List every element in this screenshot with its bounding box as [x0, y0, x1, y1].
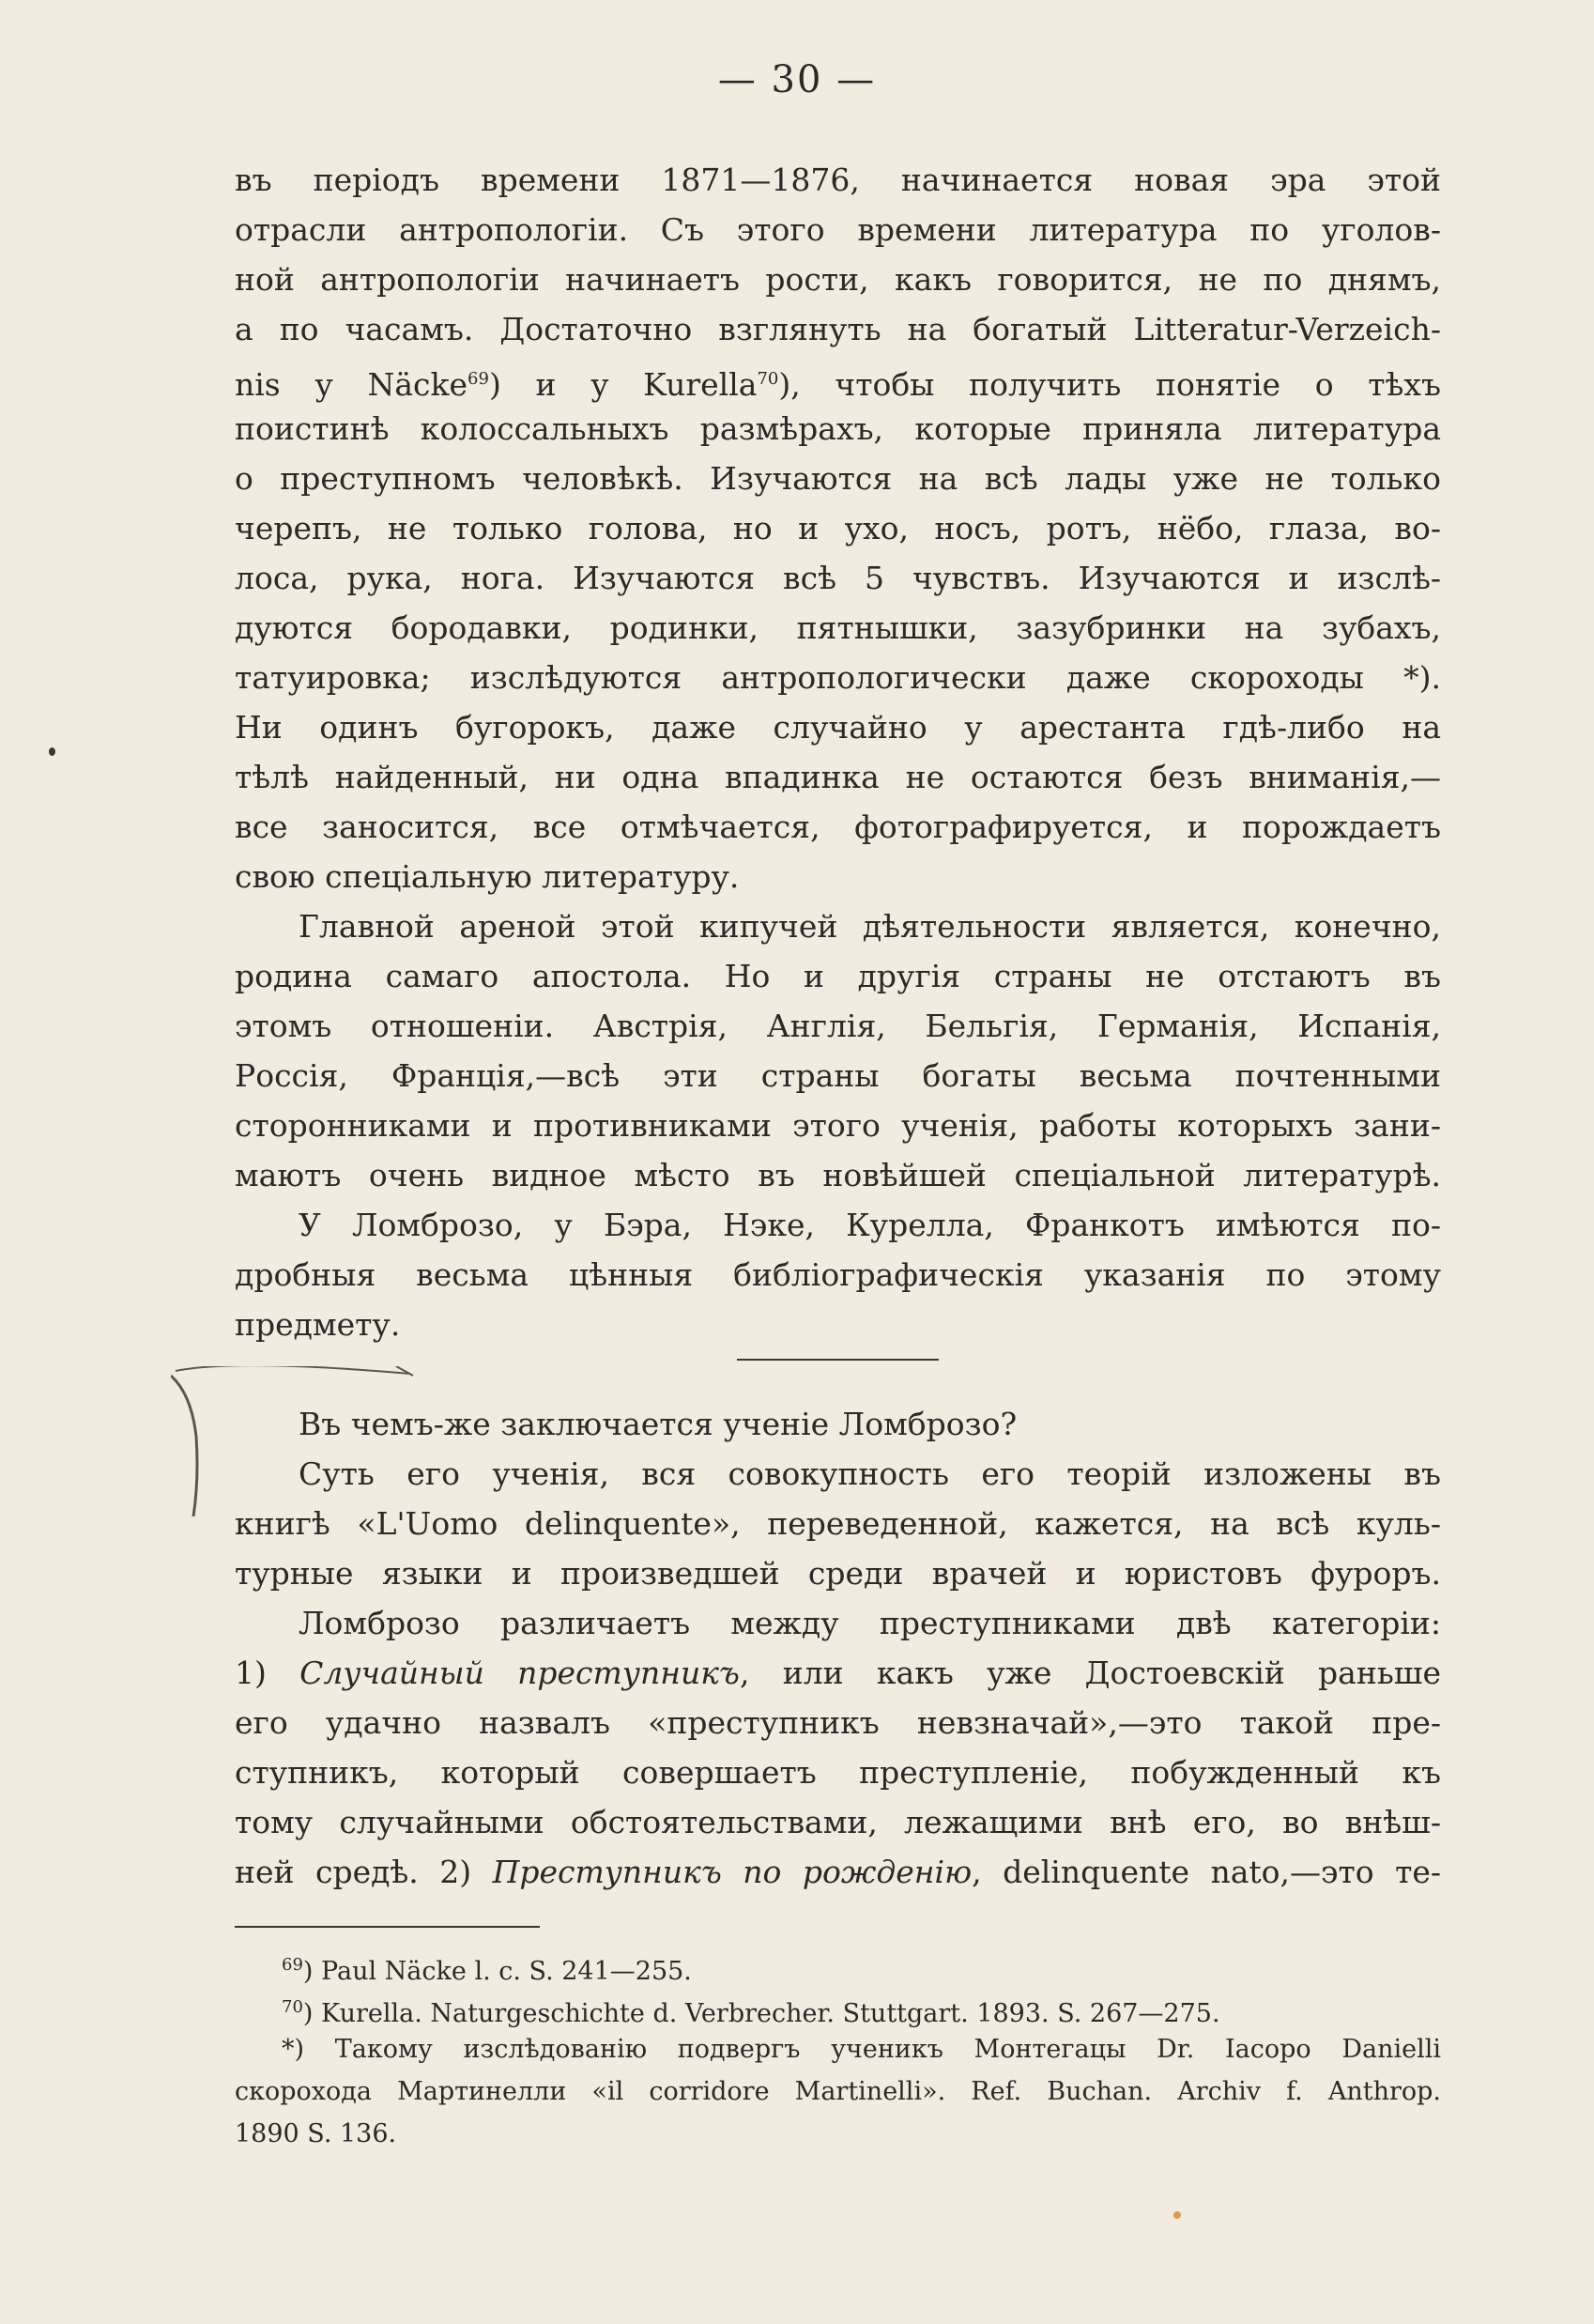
footnote: *) Такому изслѣдованію подвергъ ученикъ Монтегацы Dr. Iacopo Danielli	[282, 2035, 1441, 2064]
footnote-rule	[235, 1926, 540, 1928]
text-run: ), чтобы получить понятіе о тѣхъ	[778, 366, 1441, 403]
text-line: все заносится, все отмѣчается, фотографируется, и порождаетъ	[235, 808, 1441, 845]
text-line: Суть его ученія, вся совокупность его теорій изложены въ	[299, 1455, 1441, 1492]
text-run: ) и у Kurella	[488, 366, 758, 403]
text-line: ступникъ, который совершаетъ преступленіе, побужденный къ	[235, 1754, 1441, 1791]
term-italic: Случайный преступникъ	[299, 1655, 740, 1691]
text-line: сторонниками и противниками этого ученія, работы которыхъ зани-	[235, 1107, 1441, 1144]
text-line: Россія, Франція,—всѣ эти страны богаты весьма почтенными	[235, 1057, 1441, 1094]
text-line	[235, 1648, 1441, 1698]
text-run: nis у Näcke	[235, 366, 468, 403]
text-line: Ни одинъ бугорокъ, даже случайно у арестанта гдѣ-либо на	[235, 709, 1441, 746]
text-line: татуировка; изслѣдуются антропологически даже скороходы *).	[235, 659, 1441, 696]
footnote	[235, 1944, 1441, 1986]
second-text-block	[235, 1399, 1441, 1897]
text-run: , delinquente nato,—это те-	[972, 1854, 1441, 1890]
term-italic: Преступникъ по рожденію	[492, 1854, 973, 1890]
footnotes	[235, 1944, 1441, 2155]
question-line: Въ чемъ-же заключается ученіе Ломброзо?	[299, 1406, 1018, 1442]
text-line: отрасли антропологіи. Съ этого времени литература по уголов-	[235, 211, 1441, 248]
text-line: лоса, рука, нога. Изучаются всѣ 5 чувствъ. Изучаются и изслѣ-	[235, 560, 1441, 596]
text-line: ной антропологіи начинаетъ рости, какъ говорится, не по днямъ,	[235, 261, 1441, 298]
text-line: дробныя весьма цѣнныя библіографическія указанія по этому	[235, 1256, 1441, 1293]
footnote-text: ) Kurella. Naturgeschichte d. Verbrecher. Stuttgart. 1893. S. 267—275.	[302, 1999, 1220, 2028]
text-line: Ломброзо различаетъ между преступниками двѣ категоріи:	[299, 1605, 1441, 1641]
text-line: въ періодъ времени 1871—1876, начинается новая эра этой	[235, 162, 1441, 198]
main-text-block	[235, 155, 1441, 1349]
stain-speck	[1173, 2211, 1181, 2219]
footnote-text: ) Paul Näcke l. c. S. 241—255.	[302, 1957, 692, 1986]
text-line: маютъ очень видное мѣсто въ новѣйшей спеціальной литературѣ.	[235, 1157, 1441, 1193]
footnote-number: 69	[282, 1955, 303, 1975]
ink-speck	[49, 747, 55, 756]
text-line: турные языки и произведшей среди врачей и юристовъ фуроръ.	[235, 1555, 1441, 1592]
text-line	[235, 1847, 1441, 1897]
section-divider	[737, 1359, 939, 1361]
text-line: дуются бородавки, родинки, пятнышки, зазубринки на зубахъ,	[235, 609, 1441, 646]
text-line: тѣлѣ найденный, ни одна впадинка не остаются безъ вниманія,—	[235, 759, 1441, 795]
text-line: черепъ, не только голова, но и ухо, носъ, ротъ, нёбо, глаза, во-	[235, 510, 1441, 546]
footnote-ref: 69	[467, 369, 489, 389]
footnote-continuation: скорохода Мартинелли «il corridore Martinelli». Ref. Buchan. Archiv f. Anthrop.	[235, 2077, 1441, 2106]
text-run: ней средѣ. 2)	[235, 1854, 493, 1890]
text-line: свою спеціальную литературу.	[235, 858, 740, 895]
page-number: — 30 —	[717, 58, 877, 101]
text-line: поистинѣ колоссальныхъ размѣрахъ, которые приняла литература	[235, 410, 1441, 447]
text-line: тому случайными обстоятельствами, лежащими внѣ его, во внѣш-	[235, 1804, 1441, 1840]
text-line: Главной ареной этой кипучей дѣятельности является, конечно,	[299, 908, 1441, 945]
footnote	[235, 1986, 1441, 2028]
text-line: предмету.	[235, 1306, 401, 1343]
text-line: У Ломброзо, у Бэра, Нэке, Курелла, Франкотъ имѣются по-	[299, 1207, 1441, 1243]
text-line: родина самаго апостола. Но и другія страны не отстаютъ въ	[235, 958, 1441, 994]
footnote-number: 70	[282, 1997, 303, 2017]
text-line: книгѣ «L'Uomo delinquente», переведенной, кажется, на всѣ куль-	[235, 1505, 1441, 1542]
text-run: 1)	[235, 1655, 300, 1691]
text-line: его удачно назвалъ «преступникъ невзначай»,—это такой пре-	[235, 1704, 1441, 1741]
text-line	[235, 354, 1441, 404]
footnote-continuation: 1890 S. 136.	[235, 2119, 397, 2148]
text-line: о преступномъ человѣкѣ. Изучаются на всѣ лады уже не только	[235, 460, 1441, 497]
text-line: этомъ отношеніи. Австрія, Англія, Бельгія, Германія, Испанія,	[235, 1008, 1441, 1044]
footnote-ref: 70	[757, 369, 779, 389]
text-run: , или какъ уже Достоевскій раньше	[739, 1655, 1441, 1691]
text-line: а по часамъ. Достаточно взглянуть на богатый Litteratur-Verzeich-	[235, 311, 1441, 347]
